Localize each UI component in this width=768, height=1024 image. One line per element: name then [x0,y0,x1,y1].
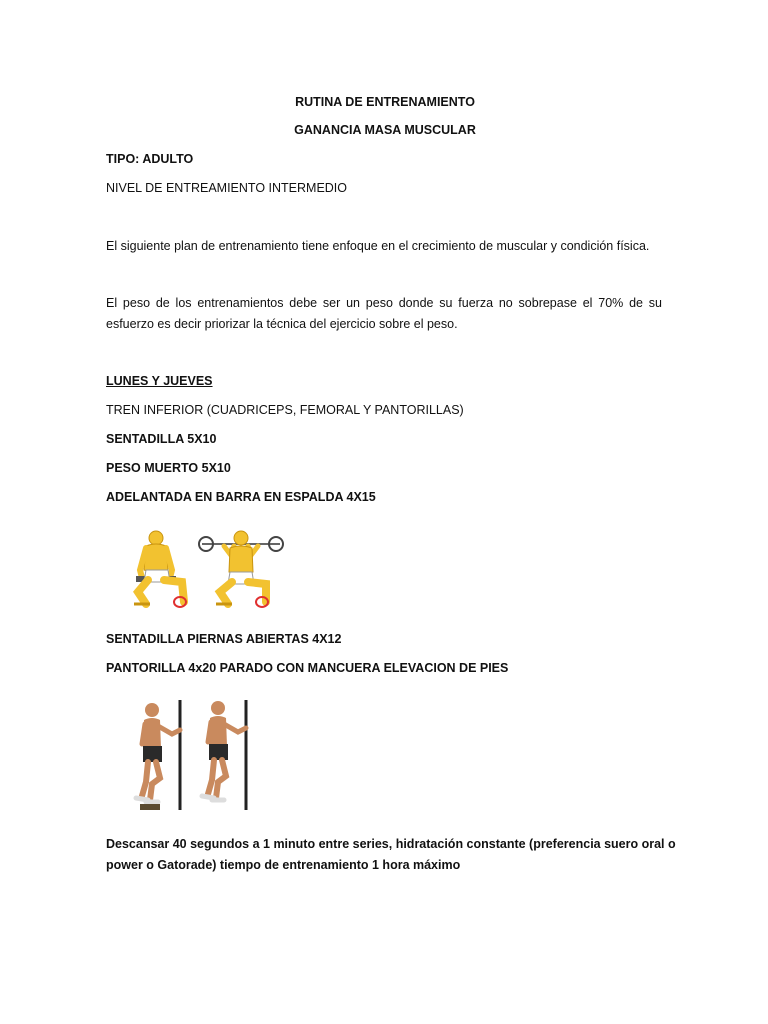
calf-raise-figure-2-icon [202,700,246,810]
lunge-dumbbell-figure-icon [134,531,186,607]
rest-line-1: Descansar 40 segundos a 1 minuto entre series, hidratación constante (preferencia suero oral o [106,837,676,851]
exercise-pantorrilla: PANTORILLA 4x20 PARADO CON MANCUERA ELEVACION DE PIES [106,661,509,675]
rest-paragraph [106,834,676,876]
exercise-adelantada: ADELANTADA EN BARRA EN ESPALDA 4X15 [106,490,376,504]
peso-paragraph [106,293,662,335]
lunge-figures-icon [128,526,288,610]
doc-title: RUTINA DE ENTRENAMIENTO [295,95,475,109]
tren-inferior-label: TREN INFERIOR (CUADRICEPS, FEMORAL Y PANTORILLAS) [106,403,464,417]
intro-paragraph: El siguiente plan de entrenamiento tiene enfoque en el crecimiento de muscular y condición física. [106,239,650,253]
rest-line-2: power o Gatorade) tiempo de entrenamiento 1 hora máximo [106,858,461,872]
lunge-barbell-figure-icon [199,531,283,607]
exercise-sentadilla: SENTADILLA 5X10 [106,432,217,446]
exercise-sentadilla-abiertas: SENTADILLA PIERNAS ABIERTAS 4X12 [106,632,342,646]
nivel-label: NIVEL DE ENTREAMIENTO INTERMEDIO [106,181,348,195]
day-heading: LUNES Y JUEVES [106,374,213,388]
calf-raise-figure-1-icon [136,700,180,810]
exercise-peso-muerto: PESO MUERTO 5X10 [106,461,231,475]
calf-raise-figures-icon [128,696,256,814]
peso-line-2: esfuerzo es decir priorizar la técnica del ejercicio sobre el peso. [106,317,458,331]
tipo-label: TIPO: ADULTO [106,152,194,166]
peso-line-1: El peso de los entrenamientos debe ser un peso donde su fuerza no sobrepase el 70% de su [106,296,662,310]
doc-subtitle: GANANCIA MASA MUSCULAR [294,123,476,137]
